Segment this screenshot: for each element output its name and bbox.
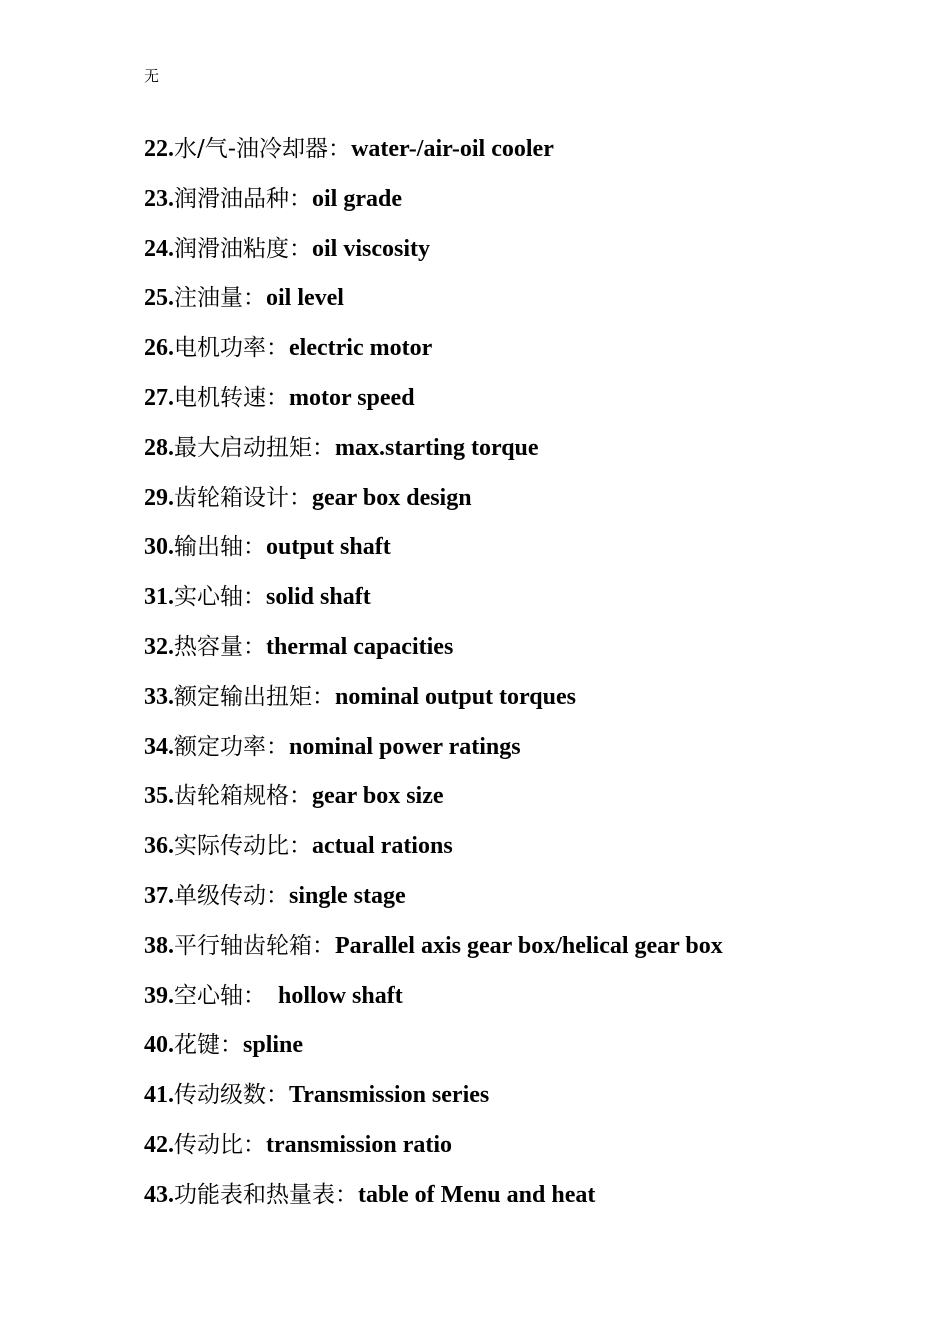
term-chinese: 额定输出扭矩：	[174, 683, 335, 710]
term-chinese: 润滑油品种：	[174, 185, 312, 212]
term-english: oil level	[266, 285, 344, 312]
term-chinese: 花键：	[174, 1032, 243, 1059]
term-number: 37.	[144, 882, 174, 909]
term-number: 26.	[144, 335, 174, 362]
term-english: single stage	[289, 882, 406, 909]
term-number: 36.	[144, 833, 174, 860]
term-english: Transmission series	[289, 1082, 490, 1109]
term-english: gear box size	[312, 783, 444, 810]
term-chinese: 润滑油粘度：	[174, 235, 312, 262]
term-chinese: 额定功率：	[174, 733, 289, 760]
term-number: 43.	[144, 1181, 174, 1208]
term-item	[144, 231, 723, 281]
term-chinese: 电机转速：	[174, 384, 289, 411]
term-item	[144, 131, 723, 181]
term-number: 23.	[144, 185, 174, 212]
term-chinese: 电机功率：	[174, 335, 289, 362]
term-chinese: 输出轴：	[174, 534, 266, 561]
term-english: oil grade	[312, 185, 402, 212]
term-chinese: 水/气-油冷却器：	[174, 136, 352, 162]
term-chinese: 注油量：	[174, 285, 266, 312]
term-english: solid shaft	[266, 584, 371, 611]
term-number: 28.	[144, 434, 174, 461]
term-item	[144, 679, 723, 729]
term-number: 22.	[144, 136, 174, 162]
term-item	[144, 181, 723, 231]
term-item	[144, 280, 723, 330]
term-item	[144, 729, 723, 779]
term-chinese: 空心轴：	[174, 982, 266, 1009]
term-english: spline	[243, 1032, 304, 1059]
term-number: 24.	[144, 235, 174, 262]
term-chinese: 齿轮箱规格：	[174, 783, 312, 810]
term-number: 32.	[144, 633, 174, 660]
term-english: transmission ratio	[266, 1131, 452, 1158]
term-english: output shaft	[266, 534, 391, 561]
term-item	[144, 928, 723, 978]
term-english: electric motor	[289, 335, 433, 362]
term-number: 33.	[144, 683, 174, 710]
term-item	[144, 430, 723, 480]
term-english: Parallel axis gear box/helical gear box	[335, 932, 723, 959]
term-number: 25.	[144, 285, 174, 312]
term-number: 41.	[144, 1082, 174, 1109]
term-chinese: 最大启动扭矩：	[174, 434, 335, 461]
term-item	[144, 828, 723, 878]
term-english: motor speed	[289, 384, 415, 411]
term-item	[144, 1177, 723, 1227]
term-item	[144, 1027, 723, 1077]
term-item	[144, 629, 723, 679]
term-item	[144, 330, 723, 380]
term-chinese: 齿轮箱设计：	[174, 484, 312, 511]
term-number: 31.	[144, 584, 174, 611]
term-english: hollow shaft	[266, 982, 403, 1009]
term-chinese: 实心轴：	[174, 584, 266, 611]
term-number: 27.	[144, 384, 174, 411]
term-chinese: 传动级数：	[174, 1082, 289, 1109]
term-chinese: 热容量：	[174, 633, 266, 660]
term-number: 29.	[144, 484, 174, 511]
term-chinese: 平行轴齿轮箱：	[174, 932, 335, 959]
term-item	[144, 878, 723, 928]
term-chinese: 实际传动比：	[174, 833, 312, 860]
term-number: 34.	[144, 733, 174, 760]
term-item	[144, 380, 723, 430]
term-number: 30.	[144, 534, 174, 561]
term-number: 39.	[144, 982, 174, 1009]
term-item	[144, 978, 723, 1028]
term-chinese: 单级传动：	[174, 882, 289, 909]
term-english: table of Menu and heat	[358, 1181, 596, 1208]
term-english: oil viscosity	[312, 235, 430, 262]
term-item	[144, 480, 723, 530]
term-item	[144, 778, 723, 828]
term-number: 38.	[144, 932, 174, 959]
term-number: 42.	[144, 1131, 174, 1158]
term-number: 35.	[144, 783, 174, 810]
term-chinese: 功能表和热量表：	[174, 1181, 358, 1208]
term-number: 40.	[144, 1032, 174, 1059]
term-list	[144, 131, 723, 1227]
term-english: nominal power ratings	[289, 733, 521, 760]
term-english: max.starting torque	[335, 434, 539, 461]
term-english: water-/air-oil cooler	[351, 136, 554, 162]
term-item	[144, 1077, 723, 1127]
term-english: nominal output torques	[335, 683, 576, 710]
term-chinese: 传动比：	[174, 1131, 266, 1158]
term-item	[144, 579, 723, 629]
term-item	[144, 1127, 723, 1177]
term-english: thermal capacities	[266, 633, 454, 660]
header-mark: 无	[144, 67, 160, 85]
term-item	[144, 529, 723, 579]
term-english: actual rations	[312, 833, 453, 860]
term-english: gear box design	[312, 484, 472, 511]
